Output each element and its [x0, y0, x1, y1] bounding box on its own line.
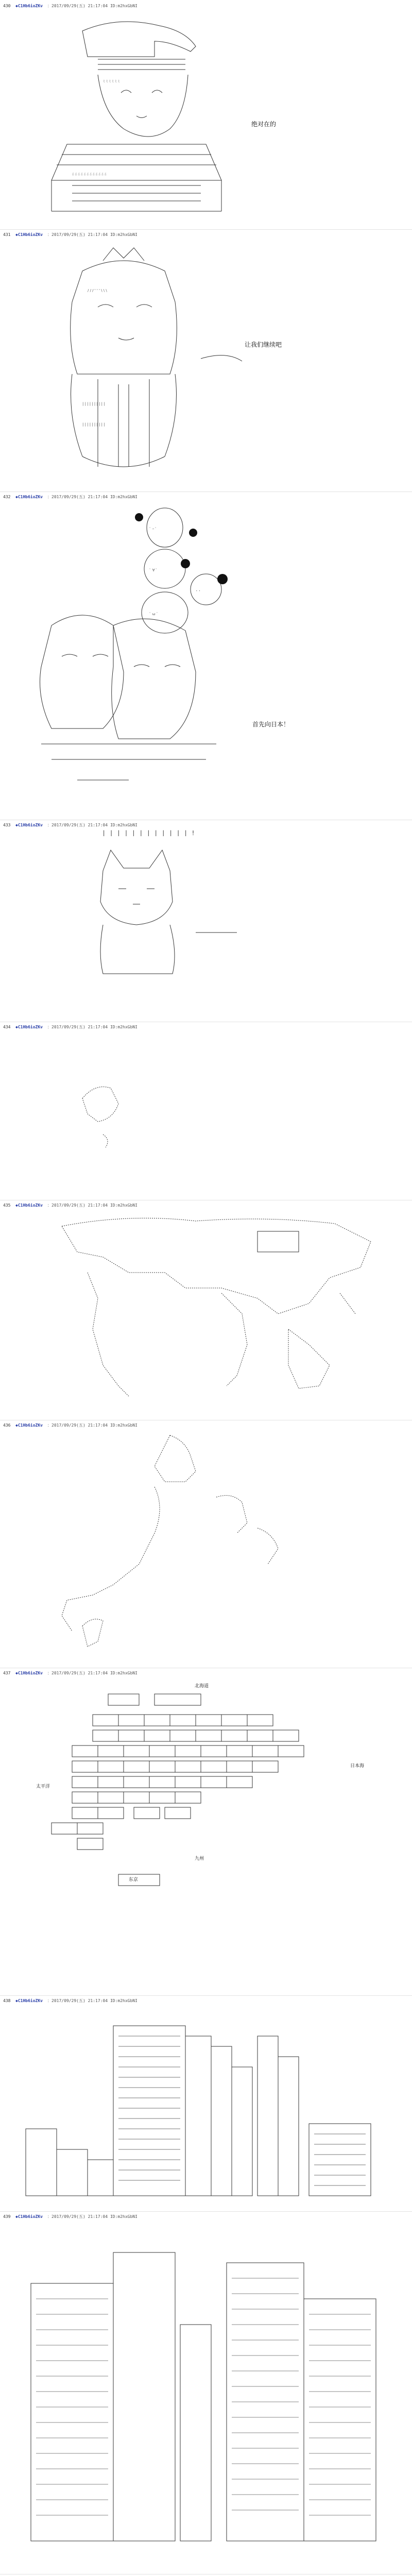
- post-meta: ：2017/09/29(五) 21:17:04 ID:m2hxGbNI: [47, 1423, 138, 1428]
- post-number: 436: [3, 1423, 11, 1428]
- poster-name[interactable]: ◆C1Hb6ioZKv: [15, 823, 43, 827]
- post-number: 434: [3, 1025, 11, 1029]
- poster-name[interactable]: ◆C1Hb6ioZKv: [15, 495, 43, 499]
- poster-name[interactable]: ◆C1Hb6ioZKv: [15, 232, 43, 237]
- caption: 绝对在的: [251, 121, 277, 128]
- poster-name[interactable]: ◆C1Hb6ioZKv: [15, 4, 43, 8]
- ascii-art-city-blocks: [0, 2222, 412, 2572]
- post-number: 432: [3, 495, 11, 499]
- post-meta: ：2017/09/29(五) 21:17:04 ID:m2hxGbNI: [47, 1998, 138, 2003]
- post-meta: ：2017/09/29(五) 21:17:04 ID:m2hxGbNI: [47, 232, 138, 237]
- poster-name[interactable]: ◆C1Hb6ioZKv: [15, 1203, 43, 1208]
- ascii-art-japan-map: [0, 1430, 412, 1662]
- map-label-tokyo: 东京: [129, 1877, 139, 1883]
- ascii-art-cat: [0, 840, 412, 1015]
- post-number: 430: [3, 4, 11, 8]
- poster-name[interactable]: ◆C1Hb6ioZKv: [15, 2214, 43, 2219]
- svg-text:/ / / ' ' ' \ \ \: / / / ' ' ' \ \ \: [88, 289, 107, 293]
- post-header: [0, 1669, 412, 1677]
- post-number: 435: [3, 1203, 11, 1208]
- post-meta: ：2017/09/29(五) 21:17:04 ID:m2hxGbNI: [47, 1671, 138, 1675]
- ascii-art-map-fragment: [0, 1031, 412, 1196]
- ascii-art-girl-bow: [0, 240, 412, 487]
- svg-text:ﾐ ﾐ ﾐ ﾐ ﾐ ﾐ: ﾐ ﾐ ﾐ ﾐ ﾐ ﾐ: [103, 79, 120, 83]
- post-meta: ：2017/09/29(五) 21:17:04 ID:m2hxGbNI: [47, 495, 138, 499]
- post-header: [0, 2213, 412, 2221]
- ornament-row: | | | | | | | | | | | | !: [102, 830, 195, 836]
- poster-name[interactable]: ◆C1Hb6ioZKv: [15, 1998, 43, 2003]
- poster-name[interactable]: ◆C1Hb6ioZKv: [15, 1025, 43, 1029]
- post-number: 433: [3, 823, 11, 827]
- post-header: [0, 821, 412, 829]
- svg-text:| | | | | | | | | |: | | | | | | | | | |: [82, 422, 105, 427]
- ascii-art-characters-dots: [0, 502, 412, 816]
- poster-name[interactable]: ◆C1Hb6ioZKv: [15, 1671, 43, 1675]
- map-label-west: 太平洋: [36, 1784, 50, 1789]
- svg-text:ﾟ ｰ ﾟ: ﾟ ｰ ﾟ: [149, 527, 157, 531]
- post-meta: ：2017/09/29(五) 21:17:04 ID:m2hxGbNI: [47, 1025, 138, 1029]
- post-header: [0, 231, 412, 239]
- svg-text:ﾟ ω ﾟ: ﾟ ω ﾟ: [149, 612, 159, 616]
- map-label-east: 日本海: [350, 1764, 365, 1769]
- post-header: [0, 2, 412, 10]
- post-meta: ：2017/09/29(五) 21:17:04 ID:m2hxGbNI: [47, 1203, 138, 1208]
- post-header: [0, 1421, 412, 1430]
- post-header: [0, 1997, 412, 2005]
- caption: 让我们继续吧: [245, 341, 282, 348]
- post-number: 431: [3, 232, 11, 237]
- post-number: 438: [3, 1998, 11, 2003]
- ascii-art-prefecture-map: [0, 1679, 412, 1988]
- svg-text:ﾟ ∀ ﾟ: ﾟ ∀ ﾟ: [149, 568, 158, 572]
- caption: 首先向日本！: [252, 721, 290, 728]
- post-meta: ：2017/09/29(五) 21:17:04 ID:m2hxGbNI: [47, 823, 138, 827]
- post-divider: [0, 1995, 412, 1996]
- post-divider: [0, 229, 412, 230]
- ascii-art-skyline: [0, 2005, 412, 2206]
- svg-text:| | | | | | | | | |: | | | | | | | | | |: [82, 402, 105, 406]
- world-map-inset-box: [0, 1211, 412, 1417]
- post-meta: ：2017/09/29(五) 21:17:04 ID:m2hxGbNI: [47, 4, 138, 8]
- post-meta: ：2017/09/29(五) 21:17:04 ID:m2hxGbNI: [47, 2214, 138, 2219]
- poster-name[interactable]: ◆C1Hb6ioZKv: [15, 1423, 43, 1428]
- map-label-south: 九州: [195, 1856, 204, 1861]
- post-header: [0, 493, 412, 501]
- svg-text:ﾆ ﾆ ﾆ ﾆ ﾆ ﾆ ﾆ ﾆ ﾆ ﾆ ﾆ ﾆ: ﾆ ﾆ ﾆ ﾆ ﾆ ﾆ ﾆ ﾆ ﾆ ﾆ ﾆ ﾆ: [72, 172, 107, 176]
- ascii-art-character-desk: [0, 10, 412, 227]
- post-header: [0, 1023, 412, 1031]
- map-label-north: 北海道: [195, 1684, 209, 1689]
- post-header: [0, 1201, 412, 1210]
- post-divider: [0, 2211, 412, 2212]
- post-number: 437: [3, 1671, 11, 1675]
- svg-text:･ ･: ･ ･: [196, 589, 201, 593]
- post-number: 439: [3, 2214, 11, 2219]
